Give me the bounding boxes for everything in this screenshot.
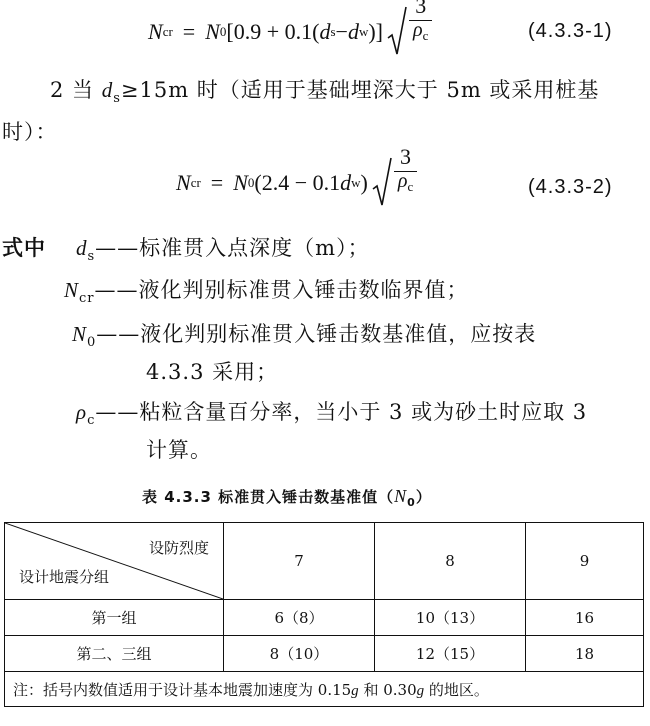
column-header: 8	[375, 523, 526, 600]
standard-blow-count-table	[4, 522, 644, 707]
sqrt-sign-1	[387, 0, 432, 58]
column-header: 7	[224, 523, 375, 600]
table-row	[5, 636, 644, 672]
case-2-continuation: 时）：	[2, 120, 58, 144]
case-2-line: 2 当 $d_s\ge 15m$ 时（适用于基础埋深大于 5m 或采用桩基	[50, 78, 600, 107]
equation-number-1: (4.3.3-1)	[528, 20, 613, 42]
definition-rho-c-continuation: 计算。	[146, 438, 212, 462]
table-note: 注：括号内数值适用于设计基本地震加速度为 0.15g 和 0.30g 的地区。	[5, 672, 644, 707]
corner-top-label: 设防烈度	[148, 539, 209, 557]
table-cell: 16	[526, 600, 644, 636]
sqrt-sign-2	[372, 144, 417, 209]
table-header-row	[5, 523, 644, 600]
equation-number-2: (4.3.3-2)	[528, 176, 613, 198]
fraction-3-over-rho-c: 3 $\rho_c$	[409, 20, 432, 44]
table-cell: 18	[526, 636, 644, 672]
row-label: 第一组	[5, 600, 224, 636]
definition-n0: $N_0——$液化判别标准贯入锤击数基准值，应按表	[72, 322, 537, 351]
definition-rho-c: $\rho_c——$粘粒含量百分率，当小于 3 或为砂土时应取 3	[76, 400, 588, 429]
table-note-row	[5, 672, 644, 707]
column-header: 9	[526, 523, 644, 600]
definition-n0-continuation: 4.3.3 采用；	[146, 360, 279, 384]
table-caption: 表 4.3.3 标准贯入锤击数基准值$(N_0)$	[142, 486, 432, 509]
equation-4-3-3-2: N cr = N 0 (2.4 − 0.1 d w ) 3 $\rho_c$	[176, 150, 417, 216]
definition-ds: $d_s——$标准贯入点深度（m）；	[76, 236, 370, 265]
table-cell: 12（15）	[375, 636, 526, 672]
equation-4-3-3-1: N cr = N 0 [0.9 + 0.1( d s − d w )] 3 $\rho_c$	[148, 2, 432, 62]
where-label: 式中	[2, 235, 46, 260]
corner-bottom-label: 设计地震分组	[19, 568, 110, 586]
row-label: 第二、三组	[5, 636, 224, 672]
table-cell: 8（10）	[224, 636, 375, 672]
table-cell: 10（13）	[375, 600, 526, 636]
definition-ncr: $N_{cr}——$液化判别标准贯入锤击数临界值；	[64, 278, 469, 307]
table-cell: 6（8）	[224, 600, 375, 636]
table-corner-cell	[5, 523, 224, 600]
table-row	[5, 600, 644, 636]
fraction-3-over-rho-c-2: 3 $\rho_c$	[394, 171, 417, 195]
